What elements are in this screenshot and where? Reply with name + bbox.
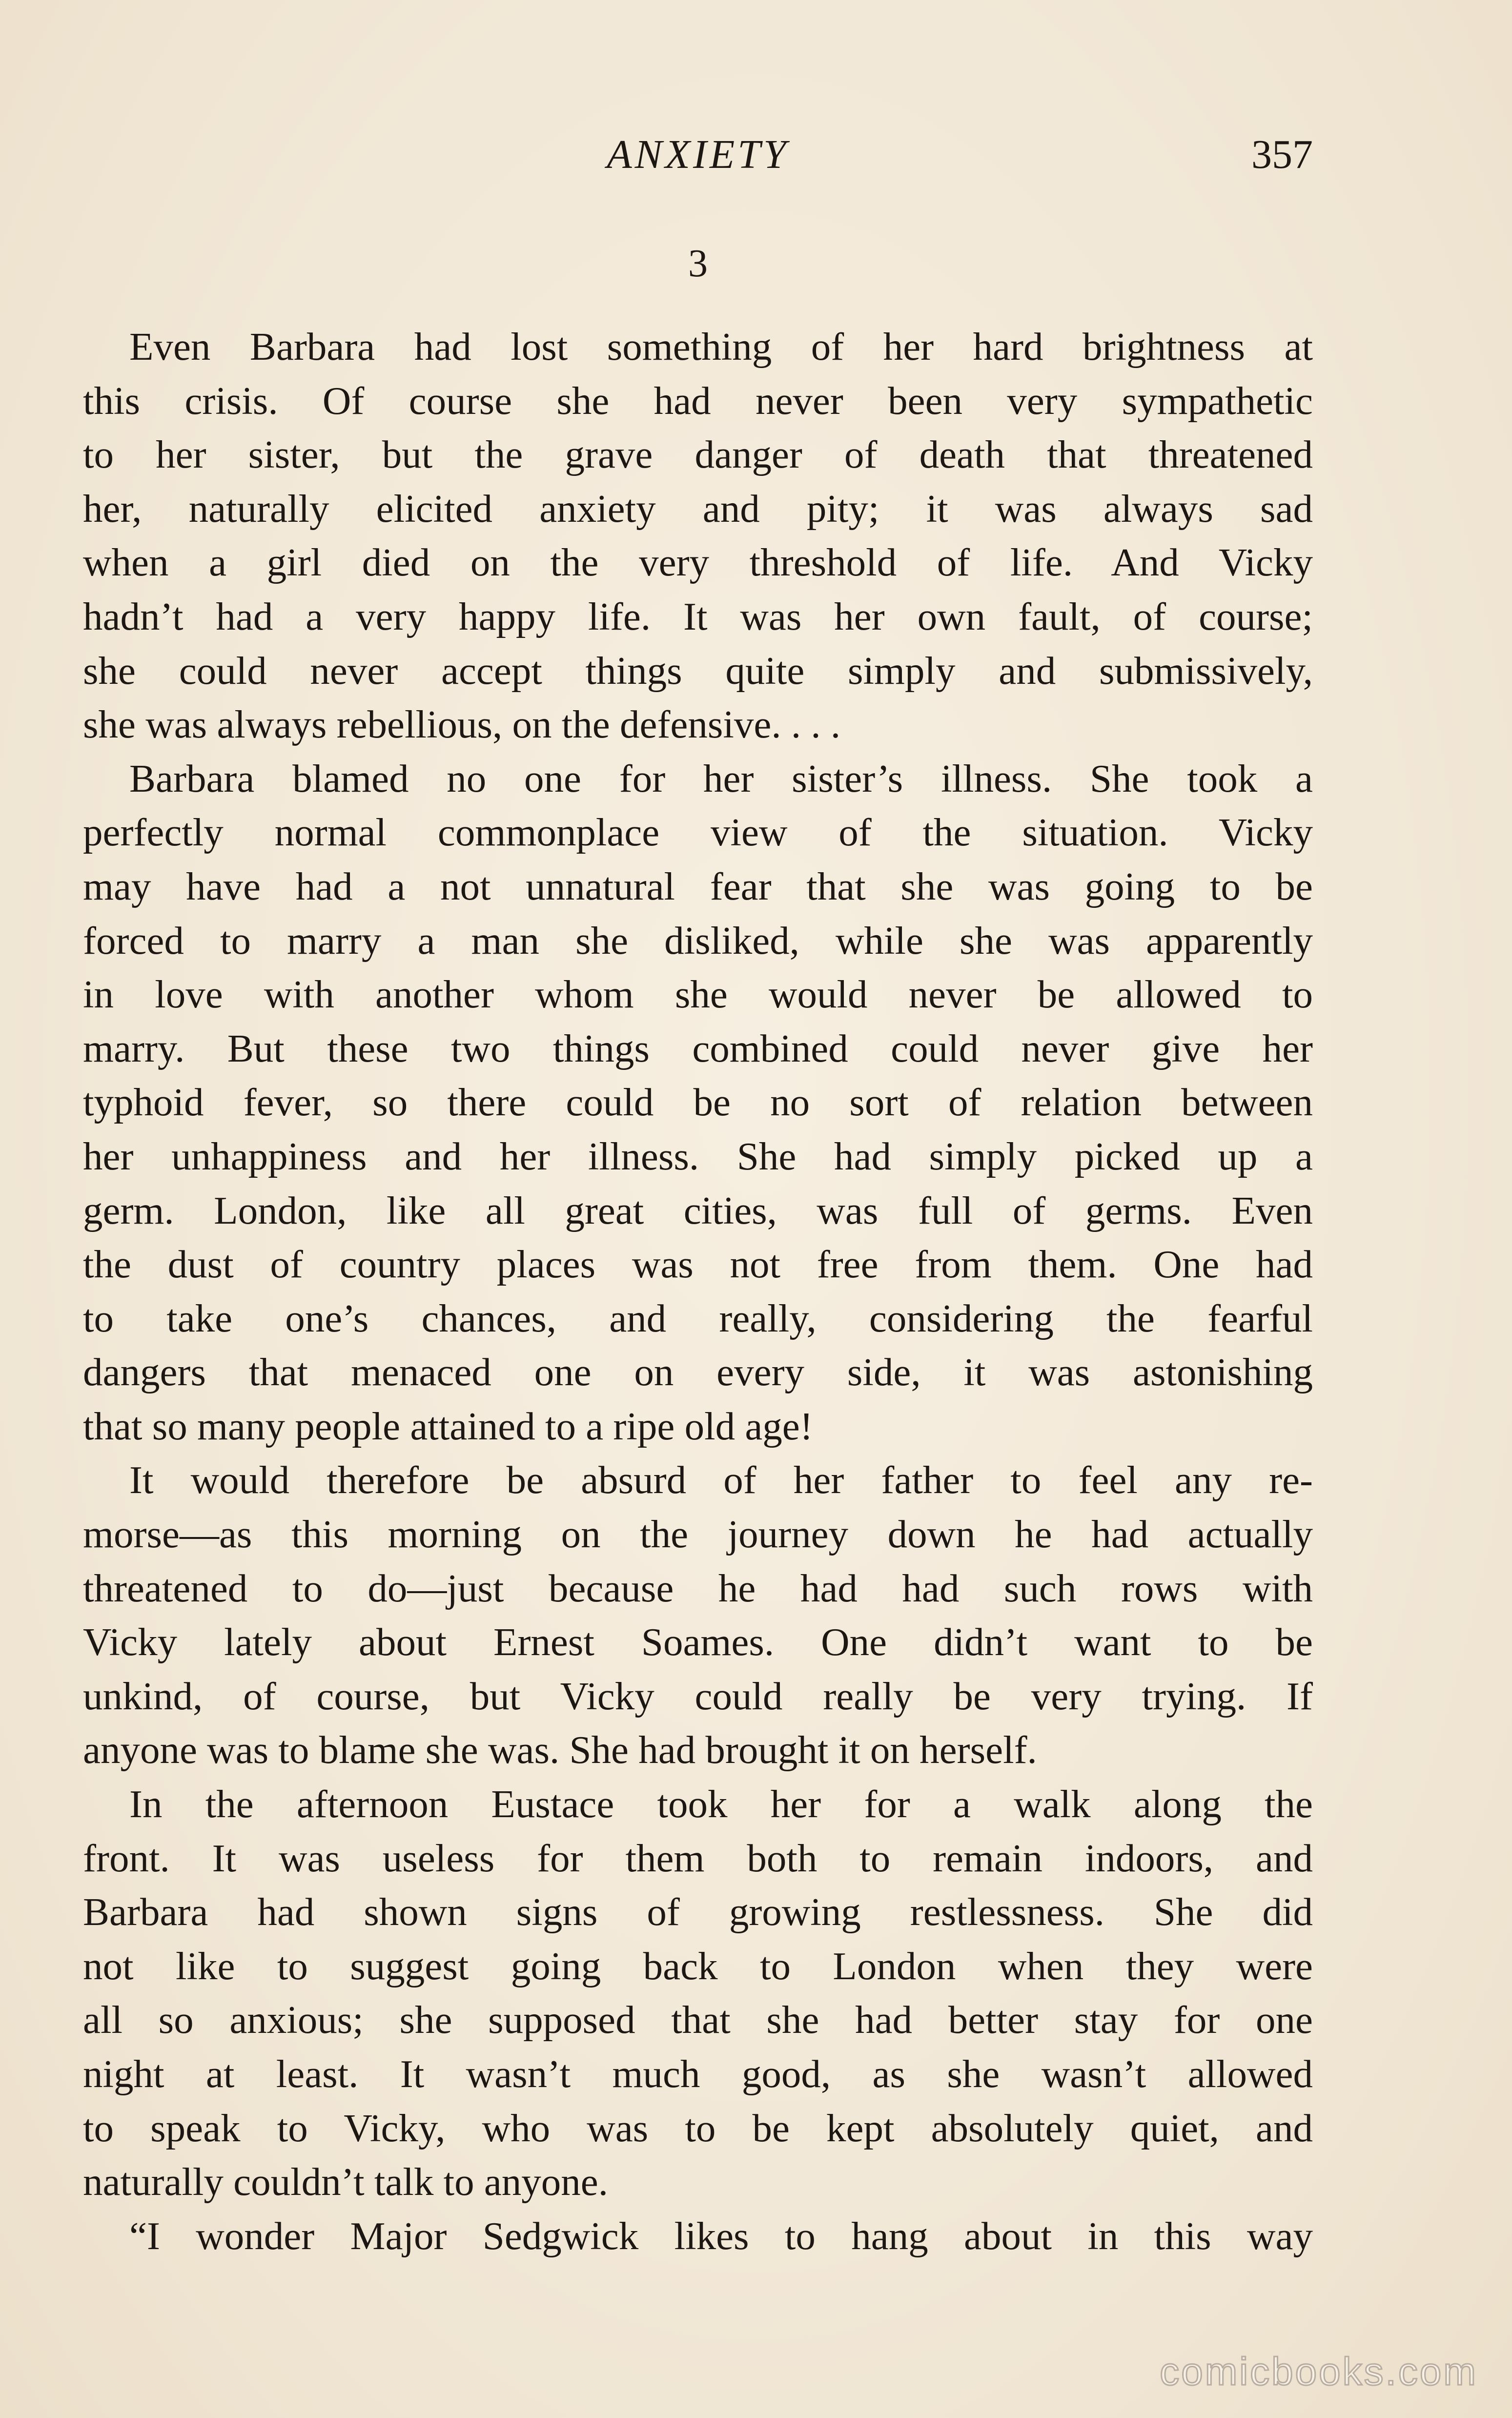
- text-line: to take one’s chances, and really, considering the fearful: [83, 1296, 1313, 1340]
- text-line: forced to marry a man she disliked, while she was apparently: [83, 918, 1313, 963]
- text-line: anyone was to blame she was. She had brought it on herself.: [83, 1728, 1037, 1772]
- text-line: her, naturally elicited anxiety and pity; it was always sad: [83, 486, 1313, 531]
- text-line: that so many people attained to a ripe old age!: [83, 1404, 813, 1448]
- text-line: to her sister, but the grave danger of death that threatened: [83, 432, 1313, 477]
- text-line: front. It was useless for them both to remain indoors, and: [83, 1836, 1313, 1880]
- text-line: Even Barbara had lost something of her hard brightness at: [129, 325, 1313, 369]
- text-line: germ. London, like all great cities, was full of germs. Even: [83, 1188, 1313, 1232]
- text-line: she was always rebellious, on the defensive. . . .: [83, 702, 841, 747]
- text-line: perfectly normal commonplace view of the situation. Vicky: [83, 810, 1313, 855]
- body-text: [83, 320, 1313, 2263]
- text-line: she could never accept things quite simply and submissively,: [83, 648, 1313, 693]
- text-line: Barbara blamed no one for her sister’s illness. She took a: [129, 756, 1313, 800]
- text-line: her unhappiness and her illness. She had simply picked up a: [83, 1134, 1313, 1178]
- section-number: 3: [688, 242, 708, 285]
- text-line: marry. But these two things combined could never give her: [83, 1026, 1313, 1070]
- text-line: morse—as this morning on the journey down he had actually: [83, 1512, 1313, 1557]
- text-line: hadn’t had a very happy life. It was her own fault, of course;: [83, 594, 1313, 638]
- text-line: “I wonder Major Sedgwick likes to hang about in this way: [129, 2213, 1313, 2258]
- text-line: when a girl died on the very threshold of life. And Vicky: [83, 540, 1313, 585]
- text-line: In the afternoon Eustace took her for a walk along the: [129, 1782, 1313, 1826]
- watermark: comicbooks.com: [1160, 2350, 1478, 2393]
- text-line: unkind, of course, but Vicky could really be very trying. If: [83, 1674, 1313, 1718]
- text-line: naturally couldn’t talk to anyone.: [83, 2160, 608, 2204]
- text-line: the dust of country places was not free from them. One had: [83, 1242, 1313, 1287]
- text-line: night at least. It wasn’t much good, as she wasn’t allowed: [83, 2052, 1313, 2096]
- running-title: ANXIETY: [607, 132, 789, 177]
- text-line: may have had a not unnatural fear that she was going to be: [83, 864, 1313, 908]
- text-line: this crisis. Of course she had never been very sympathetic: [83, 378, 1313, 423]
- page-number: 357: [1251, 132, 1313, 177]
- text-line: threatened to do—just because he had had such rows with: [83, 1566, 1313, 1610]
- text-line: typhoid fever, so there could be no sort of relation between: [83, 1080, 1313, 1125]
- text-line: to speak to Vicky, who was to be kept absolutely quiet, and: [83, 2106, 1313, 2150]
- text-line: Vicky lately about Ernest Soames. One didn’t want to be: [83, 1620, 1313, 1664]
- text-line: Barbara had shown signs of growing restlessness. She did: [83, 1890, 1313, 1934]
- text-line: all so anxious; she supposed that she had better stay for one: [83, 1998, 1313, 2042]
- running-head: [83, 128, 1313, 182]
- text-line: It would therefore be absurd of her father to feel any re-: [129, 1458, 1313, 1502]
- text-line: dangers that menaced one on every side, it was astonishing: [83, 1350, 1313, 1394]
- text-line: not like to suggest going back to London when they were: [83, 1944, 1313, 1988]
- text-line: in love with another whom she would never be allowed to: [83, 972, 1313, 1017]
